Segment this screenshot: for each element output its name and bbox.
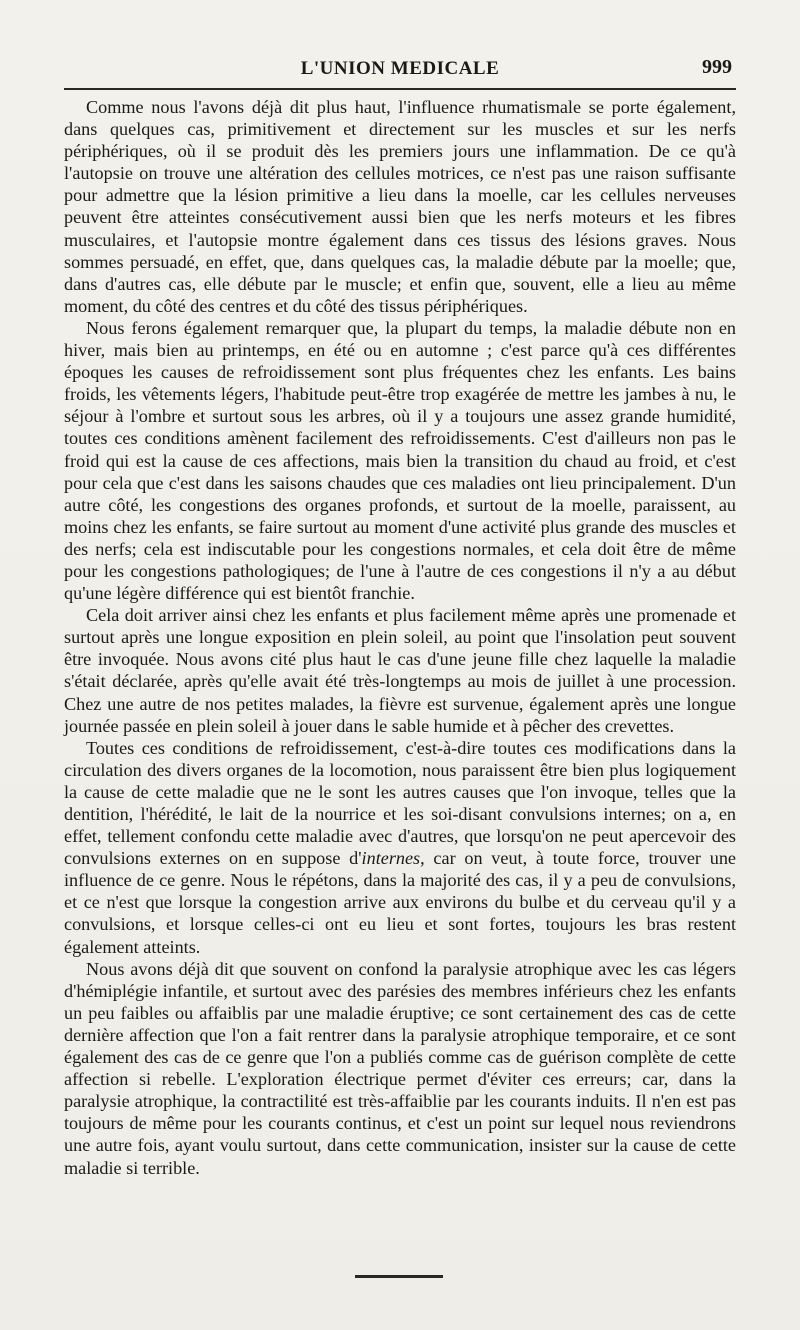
page-header — [64, 52, 736, 82]
paragraph: Nous avons déjà dit que souvent on confond la paralysie atrophique avec les cas légers d'hémiplégie infantile, et surtout avec des parésies des membres inférieurs chez les enfants un peu faibles ou affaiblis par une maladie éruptive; ce sont certainement des cas de cette dernière affection que l'on a fait rentrer dans la paralysie atrophique temporaire, et ce sont également des cas de ce genre que l'on a publiés comme cas de guérison complète de cette affection si rebelle. L'exploration électrique permet d'éviter ces erreurs; car, dans la paralysie atrophique, la contractilité est très-affaiblie par les courants induits. Il n'en est pas toujours de même pour les courants continus, et c'est un point sur lequel nous reviendrons une autre fois, ayant voulu surtout, dans cette communication, insister sur la cause de cette maladie si terrible. — [64, 958, 736, 1178]
paragraph: Nous ferons également remarquer que, la plupart du temps, la maladie débute non en hiver, mais bien au printemps, en été ou en automne ; c'est parce qu'à ces différentes époques les causes de refroidissement sont plus fréquentes chez les enfants. Les bains froids, les vêtements légers, l'habitude peut-être trop exagérée de mettre les jambes à nu, le séjour à l'ombre et surtout sous les arbres, où il y a toujours une assez grande humidité, toutes ces conditions amènent facilement des refroidissements. C'est d'ailleurs non pas le froid qui est la cause de ces affections, mais bien la transition du chaud au froid, et c'est pour cela que c'est dans les saisons chaudes que ces maladies ont lieu principalement. D'un autre côté, les congestions des organes profonds, et surtout de la moelle, paraissent, au moins chez les enfants, se faire surtout au moment d'une activité plus grande des muscles et des nerfs; cela est indiscutable pour les congestions normales, et cela doit être de même pour les congestions pathologiques; de l'une à l'autre de ces congestions il n'y a au début qu'une légère différence qui est bientôt franchie. — [64, 317, 736, 604]
header-rule — [64, 88, 736, 90]
page-number: 999 — [702, 56, 732, 78]
paragraph: Cela doit arriver ainsi chez les enfants et plus facilement même après une promenade et surtout après une longue exposition en plein soleil, au point que l'insolation peut souvent être invoquée. Nous avons cité plus haut le cas d'une jeune fille chez laquelle la maladie s'était déclarée, après qu'elle avait été très-longtemps au mois de juillet à une procession. Chez une autre de nos petites malades, la fièvre est survenue, également après une longue journée passée en plein soleil à jouer dans le sable humide et à pêcher des crevettes. — [64, 605, 736, 736]
running-title: L'UNION MEDICALE — [300, 58, 500, 79]
italic-word: in — [361, 848, 376, 869]
paragraph-with-italic — [64, 737, 736, 958]
article-body — [64, 96, 736, 1179]
paragraph-text: , car on veut, à toute force, trouver une influence de ce genre. Nous le répétons, dans la majorité des cas, il y a peu de convulsions, et ce n'est que lorsque la congestion arrive aux environs du bulbe et du cerveau qu'il y a convulsions, et lorsque celles-ci ont eu lieu et sont fortes, toujours les bras restent également atteints. — [64, 848, 736, 957]
paragraph: Comme nous l'avons déjà dit plus haut, l'influence rhumatismale se porte également, dans quelques cas, primitivement et directement sur les muscles et sur les nerfs périphériques, où il se produit dès les premiers jours une inflammation. De ce qu'à l'autopsie on trouve une altération des cellules motrices, ce n'est pas une raison suffisante pour admettre que la lésion primitive a lieu dans la moelle, car les cellules nerveuses peuvent être atteintes consécutivement aussi bien que les nerfs moteurs et les fibres musculaires, et l'autopsie montre également dans ces tissus des lésions graves. Nous sommes persuadé, en effet, que, dans quelques cas, la maladie débute par la moelle; que, dans d'autres cas, elle débute par le muscle; et enfin que, souvent, elle a lieu au même moment, du côté des centres et du côté des tissus périphériques. — [64, 97, 736, 316]
italic-word: ternes — [375, 848, 421, 869]
footer-rule — [355, 1275, 443, 1278]
paragraph-text: Toutes ces conditions de refroidissement, c'est-à-dire toutes ces modifications dans la circulation des divers organes de la locomotion, nous paraissent être bien plus logiquement la cause de cette maladie que ne le sont les autres causes que l'on invoque, telles que la dentition, l'hérédité, le lait de la nourrice et les soi-disant convulsions internes; on a, en effet, tellement confondu cette maladie avec d'autres, que lorsqu'on ne peut apercevoir des convulsions externes on en suppose d' — [64, 737, 736, 869]
